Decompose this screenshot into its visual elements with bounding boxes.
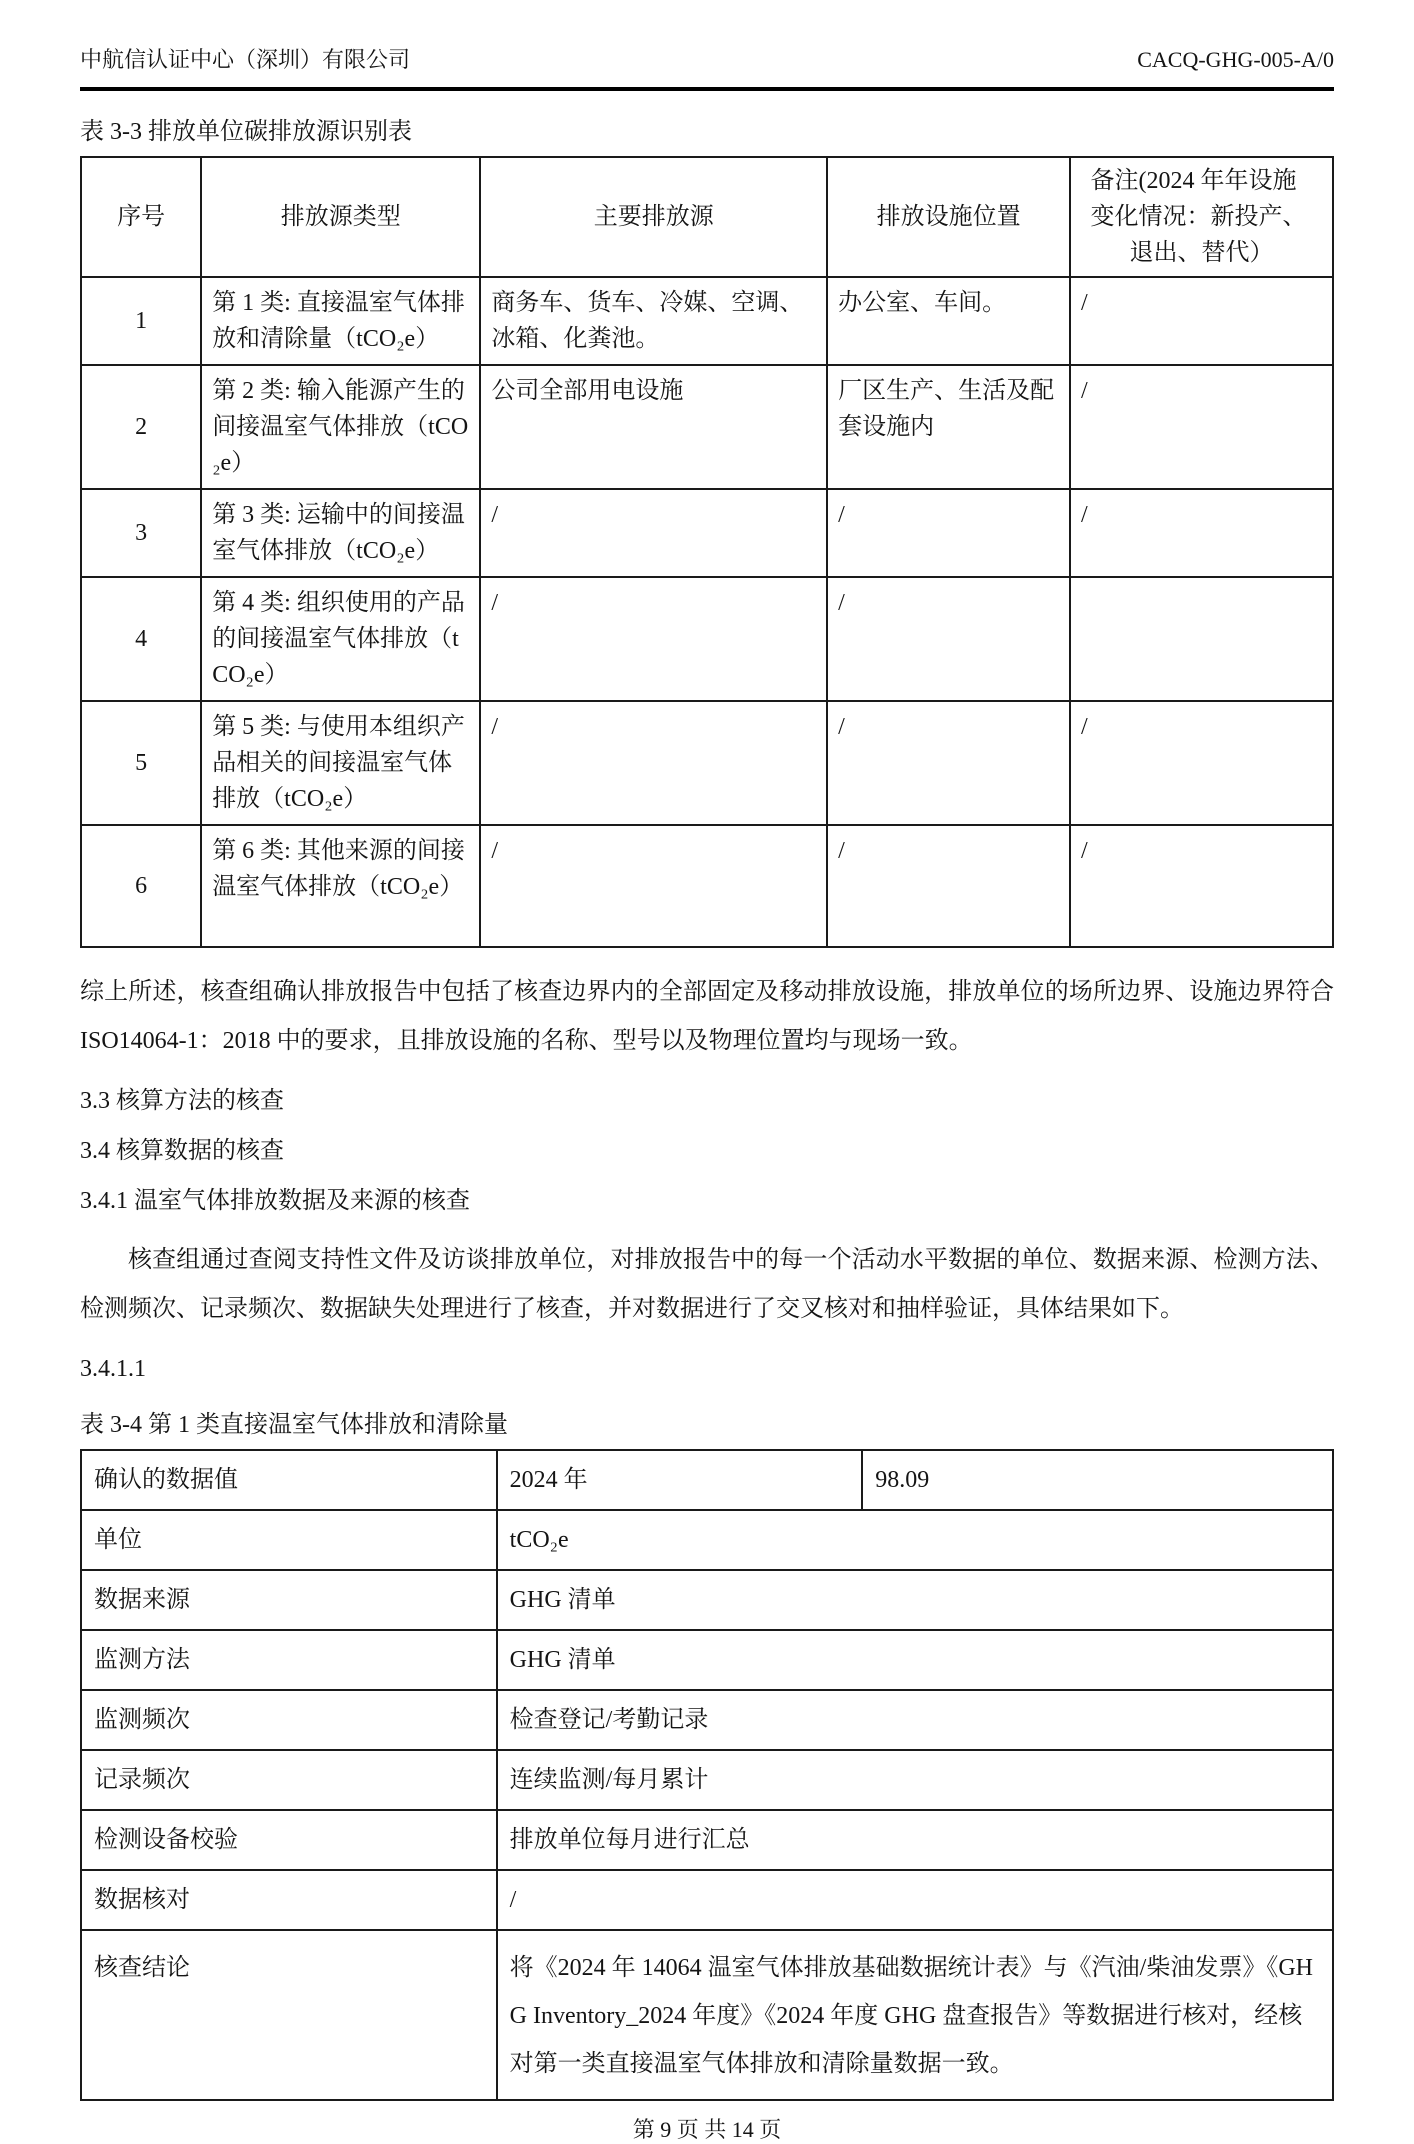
company-name: 中航信认证中心（深圳）有限公司 — [80, 47, 411, 72]
table-row — [81, 1510, 1333, 1570]
field-value: / — [497, 1870, 1333, 1930]
source-cell: / — [480, 489, 827, 577]
field-label: 监测方法 — [81, 1630, 497, 1690]
note-cell: / — [1070, 825, 1333, 947]
seq-cell: 3 — [81, 489, 201, 577]
table-row — [81, 1690, 1333, 1750]
seq-cell: 1 — [81, 277, 201, 365]
field-value: 连续监测/每月累计 — [497, 1750, 1333, 1810]
location-cell: / — [827, 577, 1070, 701]
type-cell: 第 3 类: 运输中的间接温室气体排放（tCO₂e） — [201, 489, 480, 577]
emission-source-identification-table — [80, 156, 1334, 948]
table-row — [81, 577, 1333, 701]
col-header-main-source: 主要排放源 — [480, 157, 827, 277]
field-value-amount: 98.09 — [862, 1450, 1333, 1510]
source-cell: 公司全部用电设施 — [480, 365, 827, 489]
location-cell: 厂区生产、生活及配套设施内 — [827, 365, 1070, 489]
seq-cell: 5 — [81, 701, 201, 825]
note-cell — [1070, 577, 1333, 701]
summary-paragraph: 综上所述，核查组确认排放报告中包括了核查边界内的全部固定及移动排放设施，排放单位的场所边界、设施边界符合 ISO14064-1：2018 中的要求，且排放设施的名称、型号以及物理位置均与现场一致。 — [80, 978, 1334, 1054]
field-label: 确认的数据值 — [81, 1450, 497, 1510]
table-header-row — [81, 157, 1333, 277]
field-value: 排放单位每月进行汇总 — [497, 1810, 1333, 1870]
page-header — [80, 46, 1334, 91]
table-row — [81, 1450, 1333, 1510]
type-cell: 第 5 类: 与使用本组织产品相关的间接温室气体排放（tCO₂e） — [201, 701, 480, 825]
type-cell: 第 4 类: 组织使用的产品的间接温室气体排放（tCO₂e） — [201, 577, 480, 701]
table-3-3-title: 表 3-3 排放单位碳排放源识别表 — [80, 118, 412, 145]
location-cell: / — [827, 825, 1070, 947]
table-row — [81, 1750, 1333, 1810]
seq-cell: 2 — [81, 365, 201, 489]
table-3-4-title: 表 3-4 第 1 类直接温室气体排放和清除量 — [80, 1412, 508, 1439]
type-cell: 第 6 类: 其他来源的间接温室气体排放（tCO₂e） — [201, 825, 480, 947]
table-row — [81, 701, 1333, 825]
field-label: 数据来源 — [81, 1570, 497, 1630]
type-cell: 第 1 类: 直接温室气体排放和清除量（tCO₂e） — [201, 277, 480, 365]
field-value: GHG 清单 — [497, 1630, 1333, 1690]
field-label: 单位 — [81, 1510, 497, 1570]
location-cell: / — [827, 489, 1070, 577]
col-header-source-type: 排放源类型 — [201, 157, 480, 277]
source-cell: / — [480, 577, 827, 701]
seq-cell: 6 — [81, 825, 201, 947]
field-label: 数据核对 — [81, 1870, 497, 1930]
type-cell: 第 2 类: 输入能源产生的间接温室气体排放（tCO₂e） — [201, 365, 480, 489]
section-3-4-1-heading: 3.4.1 温室气体排放数据及来源的核查 — [80, 1187, 470, 1214]
source-cell: / — [480, 825, 827, 947]
source-cell: 商务车、货车、冷媒、空调、冰箱、化粪池。 — [480, 277, 827, 365]
table-row — [81, 277, 1333, 365]
table-row — [81, 825, 1333, 947]
location-cell: 办公室、车间。 — [827, 277, 1070, 365]
section-3-3-heading: 3.3 核算方法的核查 — [80, 1087, 284, 1114]
col-header-seq: 序号 — [81, 157, 201, 277]
table-row — [81, 489, 1333, 577]
col-header-facility-location: 排放设施位置 — [827, 157, 1070, 277]
table-row — [81, 1870, 1333, 1930]
section-3-4-1-1-heading: 3.4.1.1 — [80, 1356, 146, 1383]
table-row — [81, 1570, 1333, 1630]
field-label: 检测设备校验 — [81, 1810, 497, 1870]
field-label: 监测频次 — [81, 1690, 497, 1750]
note-cell: / — [1070, 365, 1333, 489]
category1-emission-data-table — [80, 1449, 1334, 2101]
field-value-year: 2024 年 — [497, 1450, 863, 1510]
page-number: 第 9 页 共 14 页 — [632, 2117, 782, 2143]
table-row — [81, 1810, 1333, 1870]
field-value: 检查登记/考勤记录 — [497, 1690, 1333, 1750]
table-row — [81, 1630, 1333, 1690]
verification-method-paragraph: 核查组通过查阅支持性文件及访谈排放单位，对排放报告中的每一个活动水平数据的单位、数据来源、检测方法、检测频次、记录频次、数据缺失处理进行了核查，并对数据进行了交叉核对和抽样验证，具体结果如下。 — [80, 1246, 1334, 1323]
note-cell: / — [1070, 489, 1333, 577]
note-cell: / — [1070, 701, 1333, 825]
col-header-note — [1070, 157, 1333, 277]
doc-code: CACQ-GHG-005-A/0 — [1137, 47, 1334, 72]
table-row — [81, 365, 1333, 489]
field-label: 记录频次 — [81, 1750, 497, 1810]
section-3-4-heading: 3.4 核算数据的核查 — [80, 1137, 284, 1164]
field-label: 核查结论 — [81, 1930, 497, 2100]
note-cell: / — [1070, 277, 1333, 365]
location-cell: / — [827, 701, 1070, 825]
field-value: GHG 清单 — [497, 1570, 1333, 1630]
conclusion-value: 将《2024 年 14064 温室气体排放基础数据统计表》与《汽油/柴油发票》《GHG Inventory_2024 年度》《2024 年度 GHG 盘查报告》等数据进行核对，经核对第一类直接温室气体排放和清除量数据一致。 — [497, 1930, 1333, 2100]
source-cell: / — [480, 701, 827, 825]
table-row — [81, 1930, 1333, 2100]
note-header-text: 备注(2024 年年设施变化情况：新投产、退出、替代） — [1090, 167, 1307, 266]
seq-cell: 4 — [81, 577, 201, 701]
field-value: tCO₂e — [497, 1510, 1333, 1570]
